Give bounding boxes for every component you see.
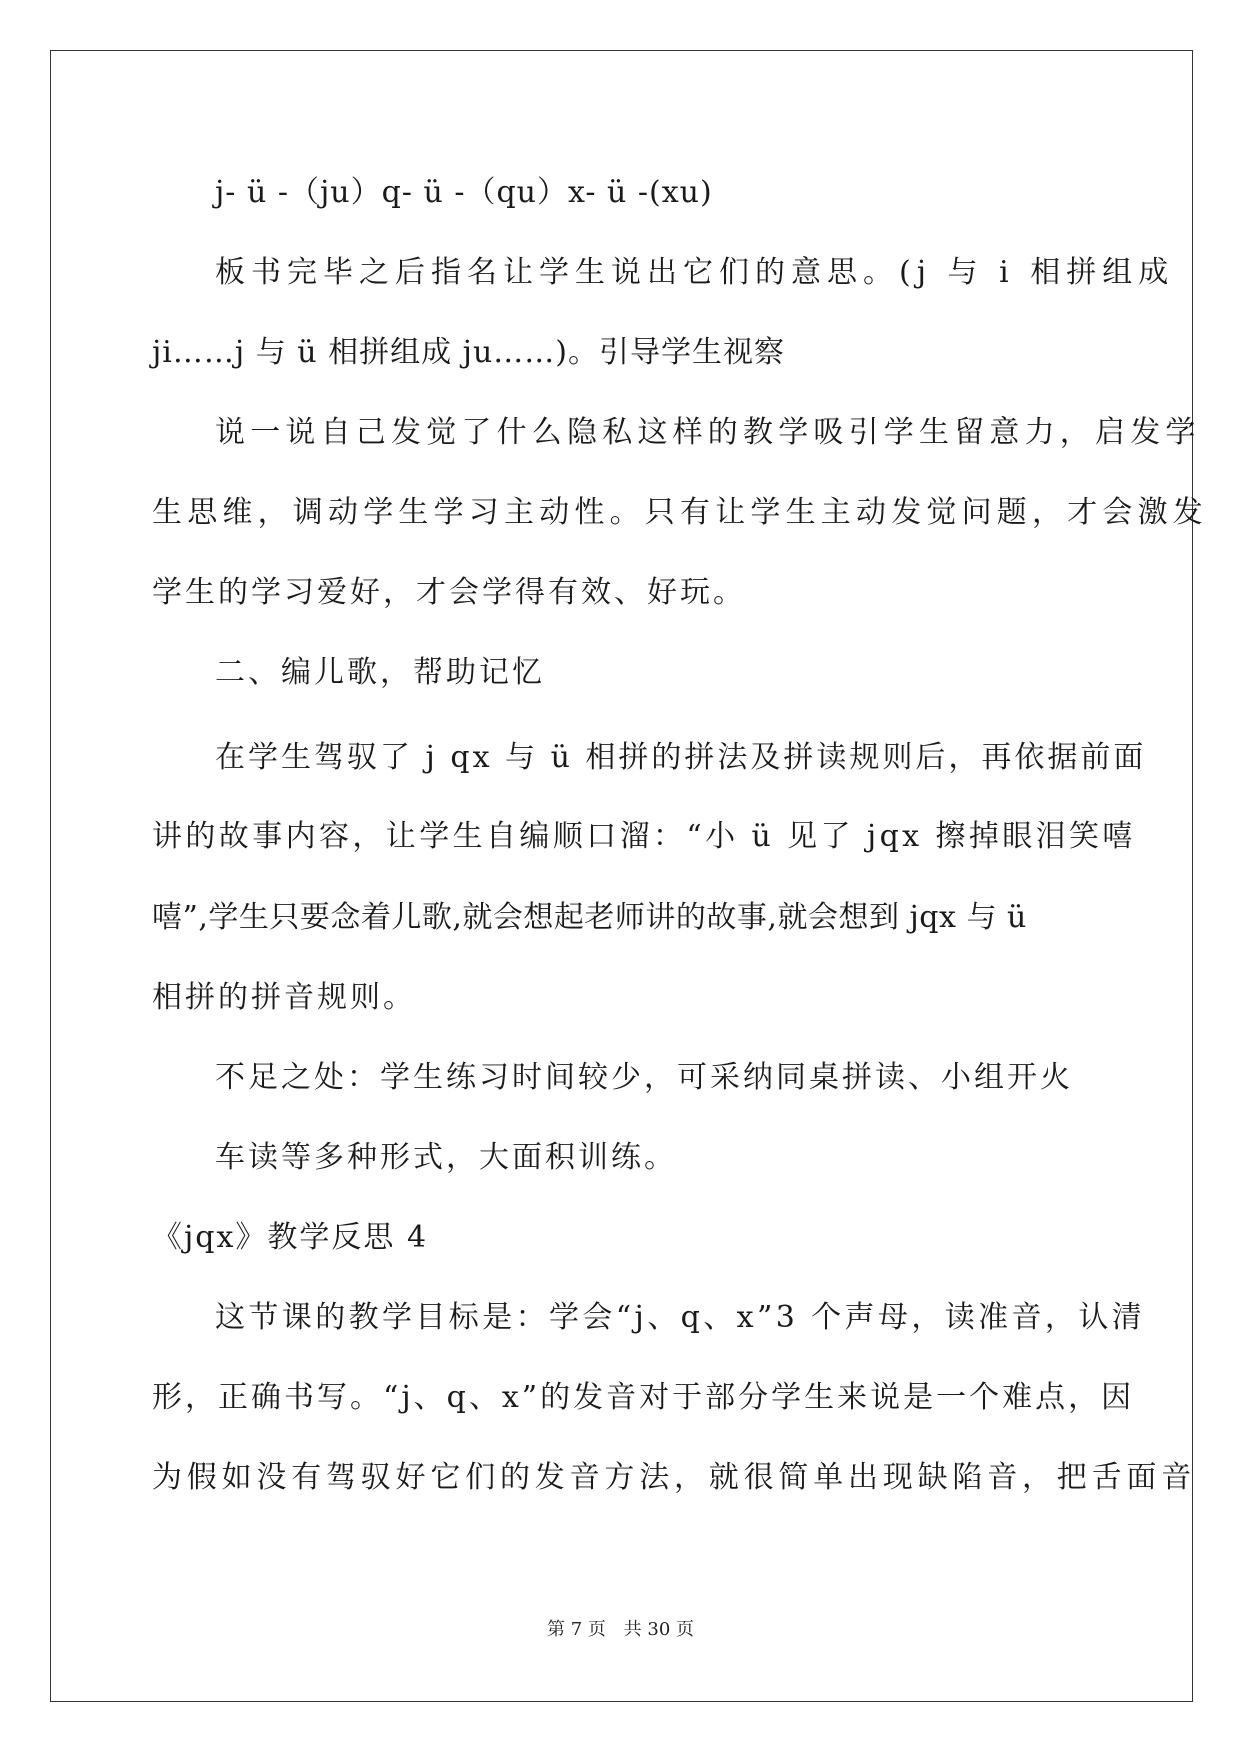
text-line: 在学生驾驭了 j qx 与 ü 相拼的拼法及拼读规则后，再依据前面 (215, 740, 1147, 775)
text-line: 这节课的教学目标是：学会“j、q、x”3 个声母，读准音，认清 (215, 1300, 1146, 1335)
text-line: 相拼的拼音规则。 (152, 980, 416, 1015)
text-line: 生思维，调动学生学习主动性。只有让学生主动发觉问题，才会激发 (152, 495, 1208, 530)
text-line: 车读等多种形式，大面积训练。 (215, 1140, 677, 1175)
text-line: 为假如没有驾驭好它们的发音方法，就很简单出现缺陷音，把舌面音 (152, 1460, 1196, 1495)
text-line: ji……j 与 ü 相拼组成 ju……)。引导学生视察 (152, 335, 785, 370)
page-number-current: 第 7 页 (547, 1619, 606, 1640)
text-line: 形，正确书写。“j、q、x”的发音对于部分学生来说是一个难点，因 (152, 1380, 1135, 1415)
text-line: 说一说自己发觉了什么隐私这样的教学吸引学生留意力，启发学 (215, 415, 1201, 450)
text-line: j- ü -（ju）q- ü -（qu）x- ü -(xu) (215, 175, 713, 210)
text-line: 板书完毕之后指名让学生说出它们的意思。(j 与 i 相拼组成 (215, 255, 1175, 290)
section-heading: 二、编儿歌，帮助记忆 (215, 655, 545, 690)
page-footer (0, 1618, 1241, 1642)
page-number-total: 共 30 页 (623, 1619, 694, 1640)
text-line: 嘻”,学生只要念着儿歌,就会想起老师讲的故事,就会想到 jqx 与 ü (152, 900, 1027, 935)
text-line: 学生的学习爱好，才会学得有效、好玩。 (152, 575, 746, 610)
section-title: 《jqx》教学反思 4 (152, 1220, 429, 1255)
text-line: 讲的故事内容，让学生自编顺口溜：“小 ü 见了 jqx 擦掉眼泪笑嘻 (152, 819, 1136, 854)
text-line: 不足之处：学生练习时间较少，可采纳同桌拼读、小组开火 (215, 1060, 1073, 1095)
page-border (50, 50, 1193, 1702)
